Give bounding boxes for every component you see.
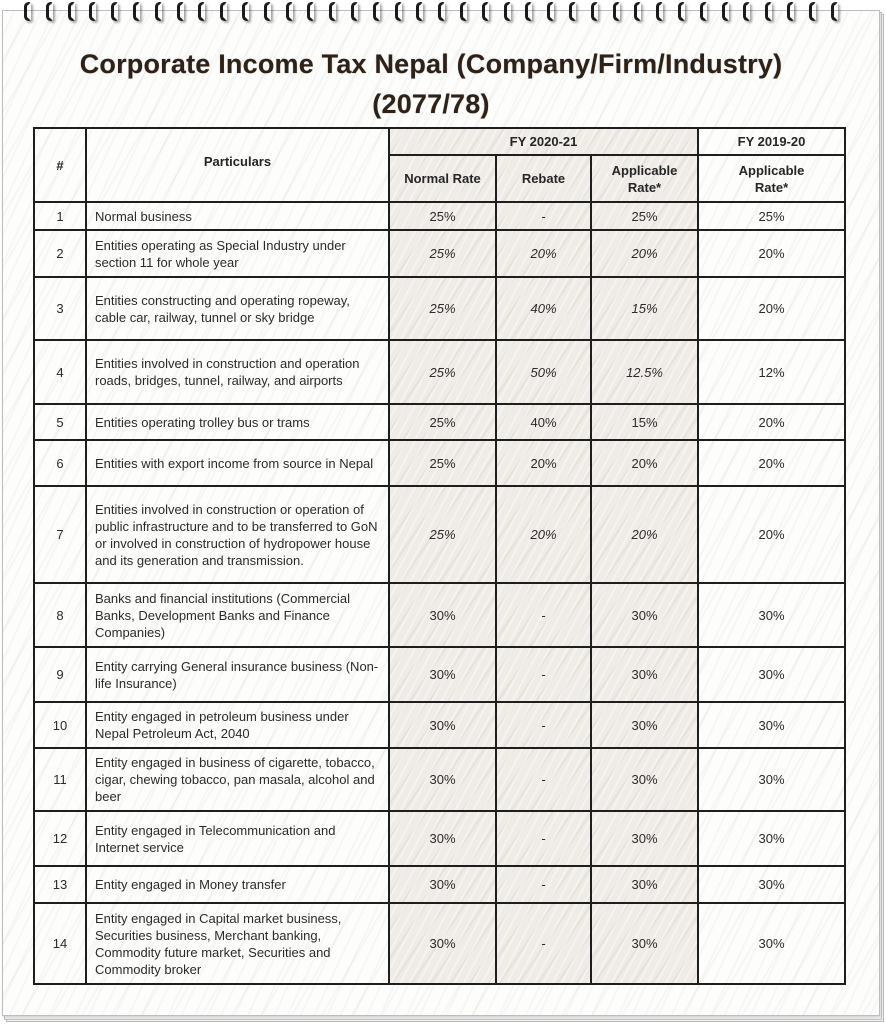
header-fy-2020-21: FY 2020-21 [389,128,698,155]
row-normal-rate: 25% [389,202,496,230]
spiral-ring [460,2,467,21]
row-normal-rate: 30% [389,583,496,647]
row-rebate: 20% [496,486,591,583]
header-particulars: Particulars [86,128,389,202]
row-normal-rate: 25% [389,230,496,277]
spiral-ring [765,2,772,21]
row-prev-applicable-rate: 20% [698,230,845,277]
row-particulars: Entities involved in construction or operation of public infrastructure and to be transferred to GoN or involved in construction of hydropower house and its generation and transmission. [86,486,389,583]
row-rebate: 20% [496,230,591,277]
row-number: 10 [34,702,86,748]
row-number: 1 [34,202,86,230]
spiral-ring [329,2,336,21]
row-particulars: Entity engaged in business of cigarette, tobacco, cigar, chewing tobacco, pan masala, alcohol and beer [86,748,389,811]
row-number: 8 [34,583,86,647]
header-applicable-rate-prev: Applicable Rate* [698,155,845,202]
table-row [34,903,845,984]
spiral-ring [634,2,641,21]
row-prev-applicable-rate: 20% [698,440,845,486]
row-prev-applicable-rate: 20% [698,486,845,583]
row-applicable-rate: 30% [591,583,698,647]
row-particulars: Banks and financial institutions (Commercial Banks, Development Banks and Finance Companies) [86,583,389,647]
row-rebate: 40% [496,277,591,340]
spiral-ring [831,2,838,21]
header-row-1 [34,128,845,155]
row-rebate: 50% [496,340,591,404]
row-applicable-rate: 30% [591,748,698,811]
header-number: # [34,128,86,202]
row-normal-rate: 30% [389,748,496,811]
spiral-ring [547,2,554,21]
spiral-binding [0,0,886,30]
spiral-ring [220,2,227,21]
row-prev-applicable-rate: 30% [698,903,845,984]
row-applicable-rate: 20% [591,440,698,486]
row-particulars: Entity engaged in Capital market business, Securities business, Merchant banking, Commodity future market, Securities and Commodity broker [86,903,389,984]
row-prev-applicable-rate: 30% [698,583,845,647]
spiral-ring [155,2,162,21]
table-row [34,748,845,811]
row-rebate: - [496,202,591,230]
table-row [34,202,845,230]
row-number: 5 [34,404,86,440]
row-rebate: - [496,647,591,702]
spiral-ring [416,2,423,21]
row-normal-rate: 30% [389,903,496,984]
row-prev-applicable-rate: 30% [698,748,845,811]
row-number: 2 [34,230,86,277]
table-row [34,440,845,486]
spiral-ring [504,2,511,21]
row-applicable-rate: 15% [591,404,698,440]
spiral-ring [678,2,685,21]
row-applicable-rate: 30% [591,903,698,984]
row-number: 3 [34,277,86,340]
title-line-2: (2077/78) [372,89,490,119]
row-rebate: - [496,811,591,866]
row-particulars: Entities with export income from source in Nepal [86,440,389,486]
header-applicable-rate: Applicable Rate* [591,155,698,202]
row-applicable-rate: 30% [591,702,698,748]
row-applicable-rate: 30% [591,811,698,866]
row-normal-rate: 25% [389,277,496,340]
spiral-ring [743,2,750,21]
spiral-ring [438,2,445,21]
table-row [34,404,845,440]
row-number: 9 [34,647,86,702]
row-number: 13 [34,866,86,903]
row-prev-applicable-rate: 20% [698,404,845,440]
spiral-ring [89,2,96,21]
row-particulars: Entities operating trolley bus or trams [86,404,389,440]
row-prev-applicable-rate: 20% [698,277,845,340]
row-rebate: - [496,702,591,748]
row-rebate: - [496,748,591,811]
row-rebate: 40% [496,404,591,440]
page-title [0,44,862,124]
header-rebate: Rebate [496,155,591,202]
row-number: 11 [34,748,86,811]
row-applicable-rate: 20% [591,486,698,583]
table-row [34,230,845,277]
title-line-1: Corporate Income Tax Nepal (Company/Firm/Industry) [79,49,783,79]
spiral-ring [68,2,75,21]
header-fy-2019-20: FY 2019-20 [698,128,845,155]
row-prev-applicable-rate: 30% [698,647,845,702]
spiral-ring [395,2,402,21]
spiral-ring [351,2,358,21]
row-particulars: Entity engaged in Money transfer [86,866,389,903]
table-body [34,202,845,984]
table-row [34,583,845,647]
row-applicable-rate: 15% [591,277,698,340]
row-normal-rate: 30% [389,866,496,903]
row-particulars: Entity carrying General insurance business (Non-life Insurance) [86,647,389,702]
row-prev-applicable-rate: 30% [698,702,845,748]
spiral-ring [198,2,205,21]
row-particulars: Entities constructing and operating ropeway, cable car, railway, tunnel or sky bridge [86,277,389,340]
spiral-ring [46,2,53,21]
table-row [34,647,845,702]
header-normal-rate: Normal Rate [389,155,496,202]
row-number: 4 [34,340,86,404]
row-normal-rate: 25% [389,486,496,583]
row-normal-rate: 30% [389,702,496,748]
row-prev-applicable-rate: 25% [698,202,845,230]
row-applicable-rate: 20% [591,230,698,277]
table-row [34,866,845,903]
row-applicable-rate: 12.5% [591,340,698,404]
table-row [34,486,845,583]
spiral-ring [700,2,707,21]
spiral-ring [809,2,816,21]
row-rebate: - [496,583,591,647]
row-prev-applicable-rate: 30% [698,811,845,866]
spiral-ring [787,2,794,21]
table-row [34,811,845,866]
spiral-ring [591,2,598,21]
row-particulars: Entity engaged in Telecommunication and Internet service [86,811,389,866]
row-normal-rate: 25% [389,404,496,440]
table-row [34,277,845,340]
row-number: 12 [34,811,86,866]
spiral-ring [613,2,620,21]
row-normal-rate: 30% [389,647,496,702]
row-particulars: Normal business [86,202,389,230]
spiral-ring [24,2,31,21]
row-prev-applicable-rate: 30% [698,866,845,903]
spiral-ring [264,2,271,21]
spiral-ring [722,2,729,21]
spiral-ring [242,2,249,21]
spiral-ring [656,2,663,21]
row-applicable-rate: 25% [591,202,698,230]
row-number: 14 [34,903,86,984]
row-number: 6 [34,440,86,486]
row-rebate: - [496,866,591,903]
spiral-ring [373,2,380,21]
table-row [34,340,845,404]
row-rebate: 20% [496,440,591,486]
row-normal-rate: 30% [389,811,496,866]
row-rebate: - [496,903,591,984]
row-particulars: Entities involved in construction and operation roads, bridges, tunnel, railway, and airports [86,340,389,404]
spiral-ring [569,2,576,21]
spiral-ring [133,2,140,21]
spiral-ring [482,2,489,21]
spiral-ring [111,2,118,21]
table-row [34,702,845,748]
spiral-ring [286,2,293,21]
row-applicable-rate: 30% [591,647,698,702]
row-normal-rate: 25% [389,440,496,486]
spiral-ring [307,2,314,21]
spiral-ring [525,2,532,21]
row-particulars: Entities operating as Special Industry under section 11 for whole year [86,230,389,277]
row-applicable-rate: 30% [591,866,698,903]
row-normal-rate: 25% [389,340,496,404]
row-number: 7 [34,486,86,583]
spiral-ring [177,2,184,21]
tax-rate-table [33,127,846,985]
row-prev-applicable-rate: 12% [698,340,845,404]
row-particulars: Entity engaged in petroleum business under Nepal Petroleum Act, 2040 [86,702,389,748]
